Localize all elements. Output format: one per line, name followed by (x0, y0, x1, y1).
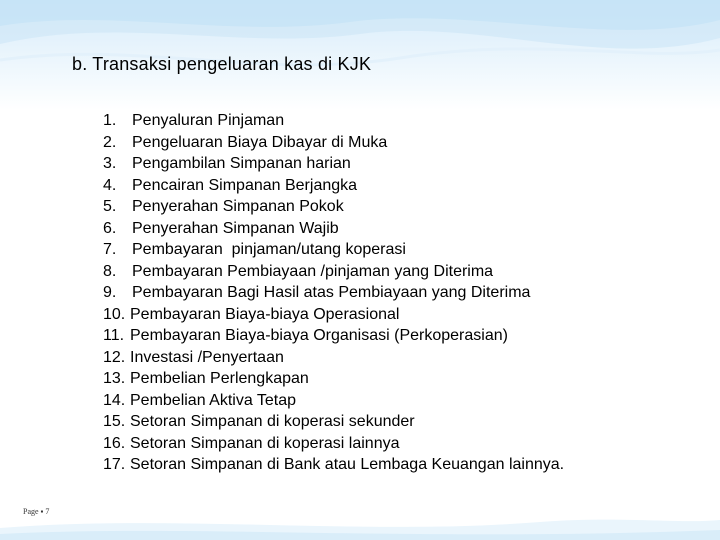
footer-wave-decoration (0, 470, 720, 540)
list-item (103, 304, 564, 326)
list-item (103, 368, 564, 390)
list-item-number: 7. (103, 241, 117, 258)
list-item (103, 282, 564, 304)
list-item-text: Pembayaran pinjaman/utang koperasi (132, 241, 406, 258)
page-number: Page ▪ 7 (23, 507, 50, 516)
list-item-text: Setoran Simpanan di koperasi sekunder (130, 413, 415, 430)
transaction-list (103, 110, 564, 476)
list-item-number: 17. (103, 456, 126, 473)
list-item-number: 10. (103, 305, 126, 323)
list-item-text: Pembelian Aktiva Tetap (130, 391, 297, 409)
list-item-number: 2. (103, 133, 117, 151)
list-item-number: 5. (103, 198, 117, 215)
list-item-number: 3. (103, 155, 117, 172)
list-item-text: Penyerahan Simpanan Pokok (132, 198, 344, 215)
list-item-text: Investasi /Penyertaan (130, 348, 284, 366)
list-item-number: 14. (103, 391, 126, 409)
slide-title: b. Transaksi pengeluaran kas di KJK (72, 54, 372, 74)
list-item-number: 1. (103, 112, 117, 129)
list-item (103, 325, 564, 347)
list-item-number: 4. (103, 176, 117, 194)
list-item-text: Pembelian Perlengkapan (130, 370, 309, 387)
list-item (103, 153, 564, 175)
list-item-text: Penyaluran Pinjaman (132, 112, 285, 129)
list-item (103, 454, 564, 476)
list-item (103, 347, 564, 369)
list-item-number: 11. (103, 327, 125, 344)
list-item-text: Setoran Simpanan di koperasi lainnya (130, 434, 400, 452)
list-item-text: Pencairan Simpanan Berjangka (132, 176, 358, 194)
list-item-text: Pembayaran Bagi Hasil atas Pembiayaan yang Diterima (132, 284, 531, 301)
list-item-text: Pengeluaran Biaya Dibayar di Muka (132, 133, 388, 151)
list-item-text: Penyerahan Simpanan Wajib (132, 219, 339, 237)
list-item-text: Pengambilan Simpanan harian (132, 155, 351, 172)
list-item (103, 132, 564, 154)
list-item-text: Pembayaran Biaya-biaya Operasional (130, 305, 400, 323)
list-item (103, 433, 564, 455)
list-item-number: 12. (103, 348, 126, 366)
list-item (103, 411, 564, 433)
list-item-number: 15. (103, 413, 126, 430)
list-item-number: 9. (103, 284, 117, 301)
list-item-text: Setoran Simpanan di Bank atau Lembaga Keuangan lainnya. (130, 456, 565, 473)
list-item-number: 8. (103, 262, 117, 280)
list-item (103, 239, 564, 261)
list-item (103, 218, 564, 240)
list-item (103, 261, 564, 283)
list-item (103, 390, 564, 412)
list-item-number: 13. (103, 370, 126, 387)
list-item-text: Pembayaran Pembiayaan /pinjaman yang Diterima (132, 262, 494, 280)
list-item-number: 16. (103, 434, 126, 452)
list-item (103, 175, 564, 197)
list-item-text: Pembayaran Biaya-biaya Organisasi (Perkoperasian) (130, 327, 508, 344)
list-item (103, 110, 564, 132)
list-item-number: 6. (103, 219, 117, 237)
list-item (103, 196, 564, 218)
